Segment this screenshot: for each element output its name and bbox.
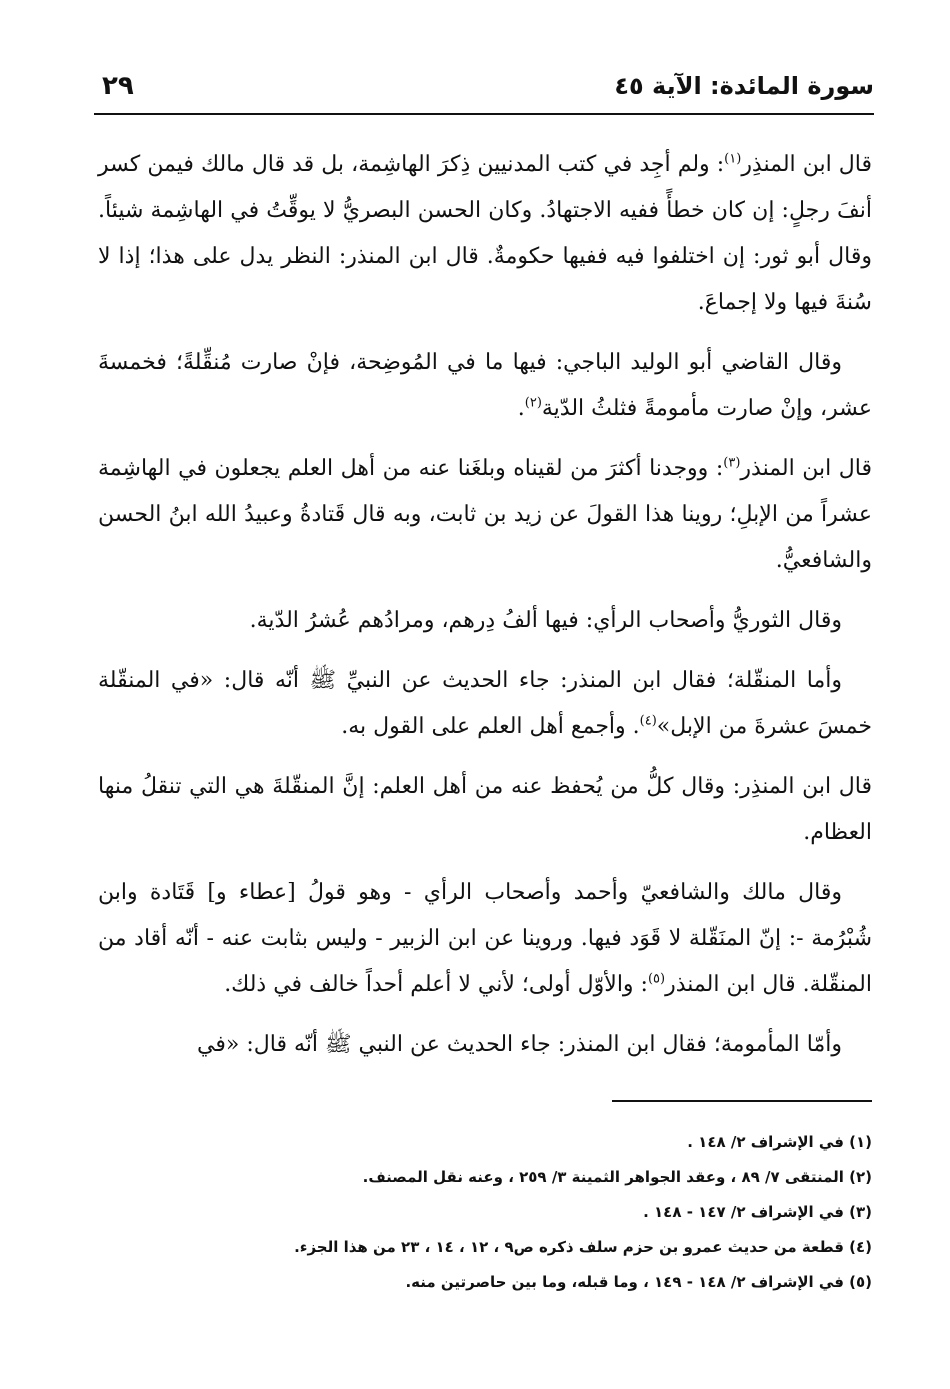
paragraph: وأمّا المأمومة؛ فقال ابن المنذر: جاء الحديث عن النبي ﷺ أنّه قال: «في (197, 1032, 842, 1057)
page-header (94, 68, 874, 110)
footnote: (٥) في الإشراف ٢/ ١٤٨ - ١٤٩ ، وما قبله، وما بين حاصرتين منه. (405, 1273, 872, 1291)
footnote: (٢) المنتقى ٧/ ٨٩ ، وعقد الجواهر الثمينة ٣/ ٢٥٩ ، وعنه نقل المصنف. (362, 1168, 872, 1186)
footnote-marker: (٢) (524, 395, 542, 411)
footnotes (98, 1125, 872, 1300)
footnote: (٤) قطعة من حديث عمرو بن حزم سلف ذكره ص٩ ، ١٢ ، ١٤ ، ٢٣ من هذا الجزء. (294, 1238, 872, 1256)
paragraph: قال ابن المنذِر$^{(١)}$: ولم أجِد في كتب المدنيين ذِكرَ الهاشِمة، بل قد قال مالك فيمن كسر أنفَ رجلٍ: إن كان خطأً ففيه الاجتهادُ. وكان الحسن البصريُّ لا يوقِّتُ في الهاشِمة شيئاً. وقال أبو ثور: إن اختلفوا فيه ففيها حكومةٌ. قال ابن المنذر: النظر يدل على هذا؛ إذا لا سُنةَ فيها ولا إجماعَ. (98, 151, 872, 315)
footnote-marker: (٣) (723, 455, 741, 471)
main-text (98, 142, 872, 1082)
paragraph: وقال القاضي أبو الوليد الباجي: فيها ما في المُوضِحة، فإنْ صارت مُنقِّلةً؛ فخمسةَ عشر، وإنْ صارت مأمومةً فثلثُ الدّية$^{(٢)}$. (98, 350, 872, 421)
footnote: (٣) في الإشراف ٢/ ١٤٧ - ١٤٨ . (643, 1203, 872, 1221)
paragraph: قال ابن المنذر$^{(٣)}$: ووجدنا أكثرَ من لقيناه وبلغَنا عنه من أهل العلم يجعلون في الهاشِمة عشراً من الإبلِ؛ روينا هذا القولَ عن زيد بن ثابت، وبه قال قَتادةُ وعبيدُ الله ابنُ الحسن والشافعيُّ. (98, 455, 872, 573)
footnote-marker: (٥) (647, 971, 666, 987)
paragraph: وأما المنقّلة؛ فقال ابن المنذر: جاء الحديث عن النبيِّ ﷺ أنّه قال: «في المنقّلة خمسَ عشرةَ من الإبل»$^{(٤)}$. وأجمع أهل العلم على القول به. (98, 668, 872, 739)
header-divider (94, 113, 874, 115)
footnote: (١) في الإشراف ٢/ ١٤٨ . (687, 1133, 872, 1151)
running-title: سورة المائدة: الآية ٤٥ (614, 72, 874, 100)
footnote-marker: (٤) (639, 713, 657, 729)
paragraph: وقال مالك والشافعيّ وأحمد وأصحاب الرأي - وهو قولُ [عطاء و] قَتَادة وابن شُبْرُمة -: إنّ المنَقّلة لا قَوَد فيها. وروينا عن ابن الزبير - وليس بثابت عنه - أنّه أقاد من المنقّلة. قال ابن المنذر$^{(٥)}$: والأوّل أولى؛ لأني لا أعلم أحداً خالف في ذلك. (98, 880, 872, 997)
footnote-marker: (١) (724, 151, 742, 167)
page-number: ٢٩ (102, 71, 134, 101)
paragraph: قال ابن المنذِر: وقال كلُّ من يُحفظ عنه من أهل العلم: إنَّ المنقّلةَ هي التي تنقلُ منها العظام. (98, 774, 872, 845)
footnote-divider (612, 1100, 872, 1102)
paragraph: وقال الثوريُّ وأصحاب الرأي: فيها ألفُ دِرهم، ومرادُهم عُشرُ الدّية. (249, 608, 842, 633)
